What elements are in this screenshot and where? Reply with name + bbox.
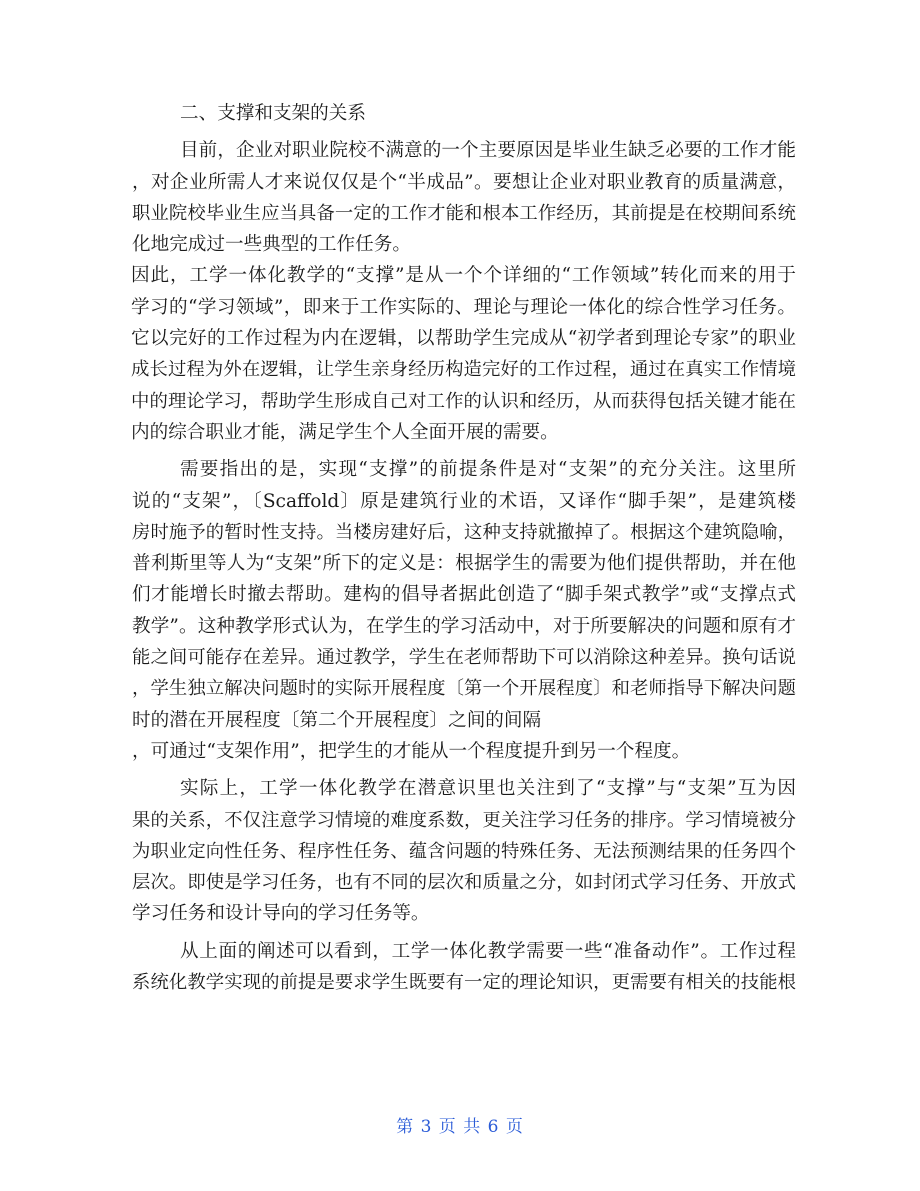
paragraph-line: ，对企业所需人才来说仅仅是个“半成品”。要想让企业对职业教育的质量满意， (132, 171, 796, 193)
paragraph-line: 化地完成过一些典型的工作任务。 (132, 234, 411, 256)
paragraph-line: 中的理论学习，帮助学生形成自己对工作的认识和经历，从而获得包括关键才能在 (131, 390, 796, 412)
paragraph-line: 果的关系，不仅注意学习情境的难度系数，更关注学习任务的排序。学习情境被分 (132, 809, 796, 831)
paragraph-line: 能之间可能存在差异。通过教学，学生在老师帮助下可以消除这种差异。换句话说 (132, 647, 796, 669)
paragraph-line: 学习任务和设计导向的学习任务等。 (132, 903, 430, 925)
paragraph-line: ，学生独立解决问题时的实际开展程度〔第一个开展程度〕和老师指导下解决问题 (132, 678, 796, 700)
paragraph-line: 因此，工学一体化教学的“支撑”是从一个个详细的“工作领域”转化而来的用于 (131, 265, 796, 287)
paragraph-line: 层次。即使是学习任务，也有不同的层次和质量之分，如封闭式学习任务、开放式 (132, 872, 796, 894)
paragraph-line: 内的综合职业才能，满足学生个人全面开展的需要。 (131, 421, 559, 443)
paragraph-line: 成长过程为外在逻辑，让学生亲身经历构造完好的工作过程，通过在真实工作情境 (131, 359, 796, 381)
paragraph-line: 从上面的阐述可以看到，工学一体化教学需要一些“准备动作”。工作过程 (180, 940, 796, 962)
paragraph-line: ，可通过“支架作用”，把学生的才能从一个程度提升到另一个程度。 (132, 740, 691, 762)
paragraph-line: 学习的“学习领域”，即来于工作实际的、理论与理论一体化的综合性学习任务。 (131, 296, 796, 318)
paragraph-1 (132, 135, 796, 260)
paragraph-line: 教学”。这种教学形式认为，在学生的学习活动中，对于所要解决的问题和原有才 (132, 615, 796, 637)
paragraph-line: 它以完好的工作过程为内在逻辑，以帮助学生完成从“初学者到理论专家”的职业 (131, 328, 796, 350)
section-heading: 二、支撑和支架的关系 (180, 103, 366, 124)
paragraph-line: 职业院校毕业生应当具备一定的工作才能和根本工作经历，其前提是在校期间系统 (132, 202, 796, 224)
document-body (132, 98, 796, 998)
paragraph-2 (131, 260, 796, 448)
paragraph-4 (132, 736, 796, 767)
paragraph-line: 房时施予的暂时性支持。当楼房建好后，这种支持就撤掉了。根据这个建筑隐喻， (132, 521, 796, 543)
paragraph-line: 系统化教学实现的前提是要求学生既要有一定的理论知识，更需要有相关的技能根 (132, 972, 796, 994)
paragraph-line: 时的潜在开展程度〔第二个开展程度〕之间的间隔 (132, 709, 542, 731)
paragraph-line: 实际上，工学一体化教学在潜意识里也关注到了“支撑”与“支架”互为因 (180, 778, 796, 800)
paragraph-line: 目前，企业对职业院校不满意的一个主要原因是毕业生缺乏必要的工作才能 (180, 140, 796, 162)
paragraph-line: 为职业定向性任务、程序性任务、蕴含问题的特殊任务、无法预测结果的任务四个 (132, 840, 796, 862)
page-number-footer: 第 3 页 共 6 页 (396, 1117, 524, 1137)
paragraph-5 (132, 773, 796, 929)
paragraph-3 (132, 454, 796, 736)
paragraph-line: 们才能增长时撤去帮助。建构的倡导者据此创造了“脚手架式教学”或“支撑点式 (132, 584, 796, 606)
paragraph-line: 需要指出的是，实现“支撑”的前提条件是对“支架”的充分关注。这里所 (180, 459, 796, 481)
paragraph-line: 说的“支架”，〔Scaffold〕原是建筑行业的术语，又译作“脚手架”，是建筑楼 (132, 490, 796, 512)
paragraph-6 (132, 936, 796, 999)
paragraph-line: 普利斯里等人为“支架”所下的定义是：根据学生的需要为他们提供帮助，并在他 (132, 553, 796, 575)
